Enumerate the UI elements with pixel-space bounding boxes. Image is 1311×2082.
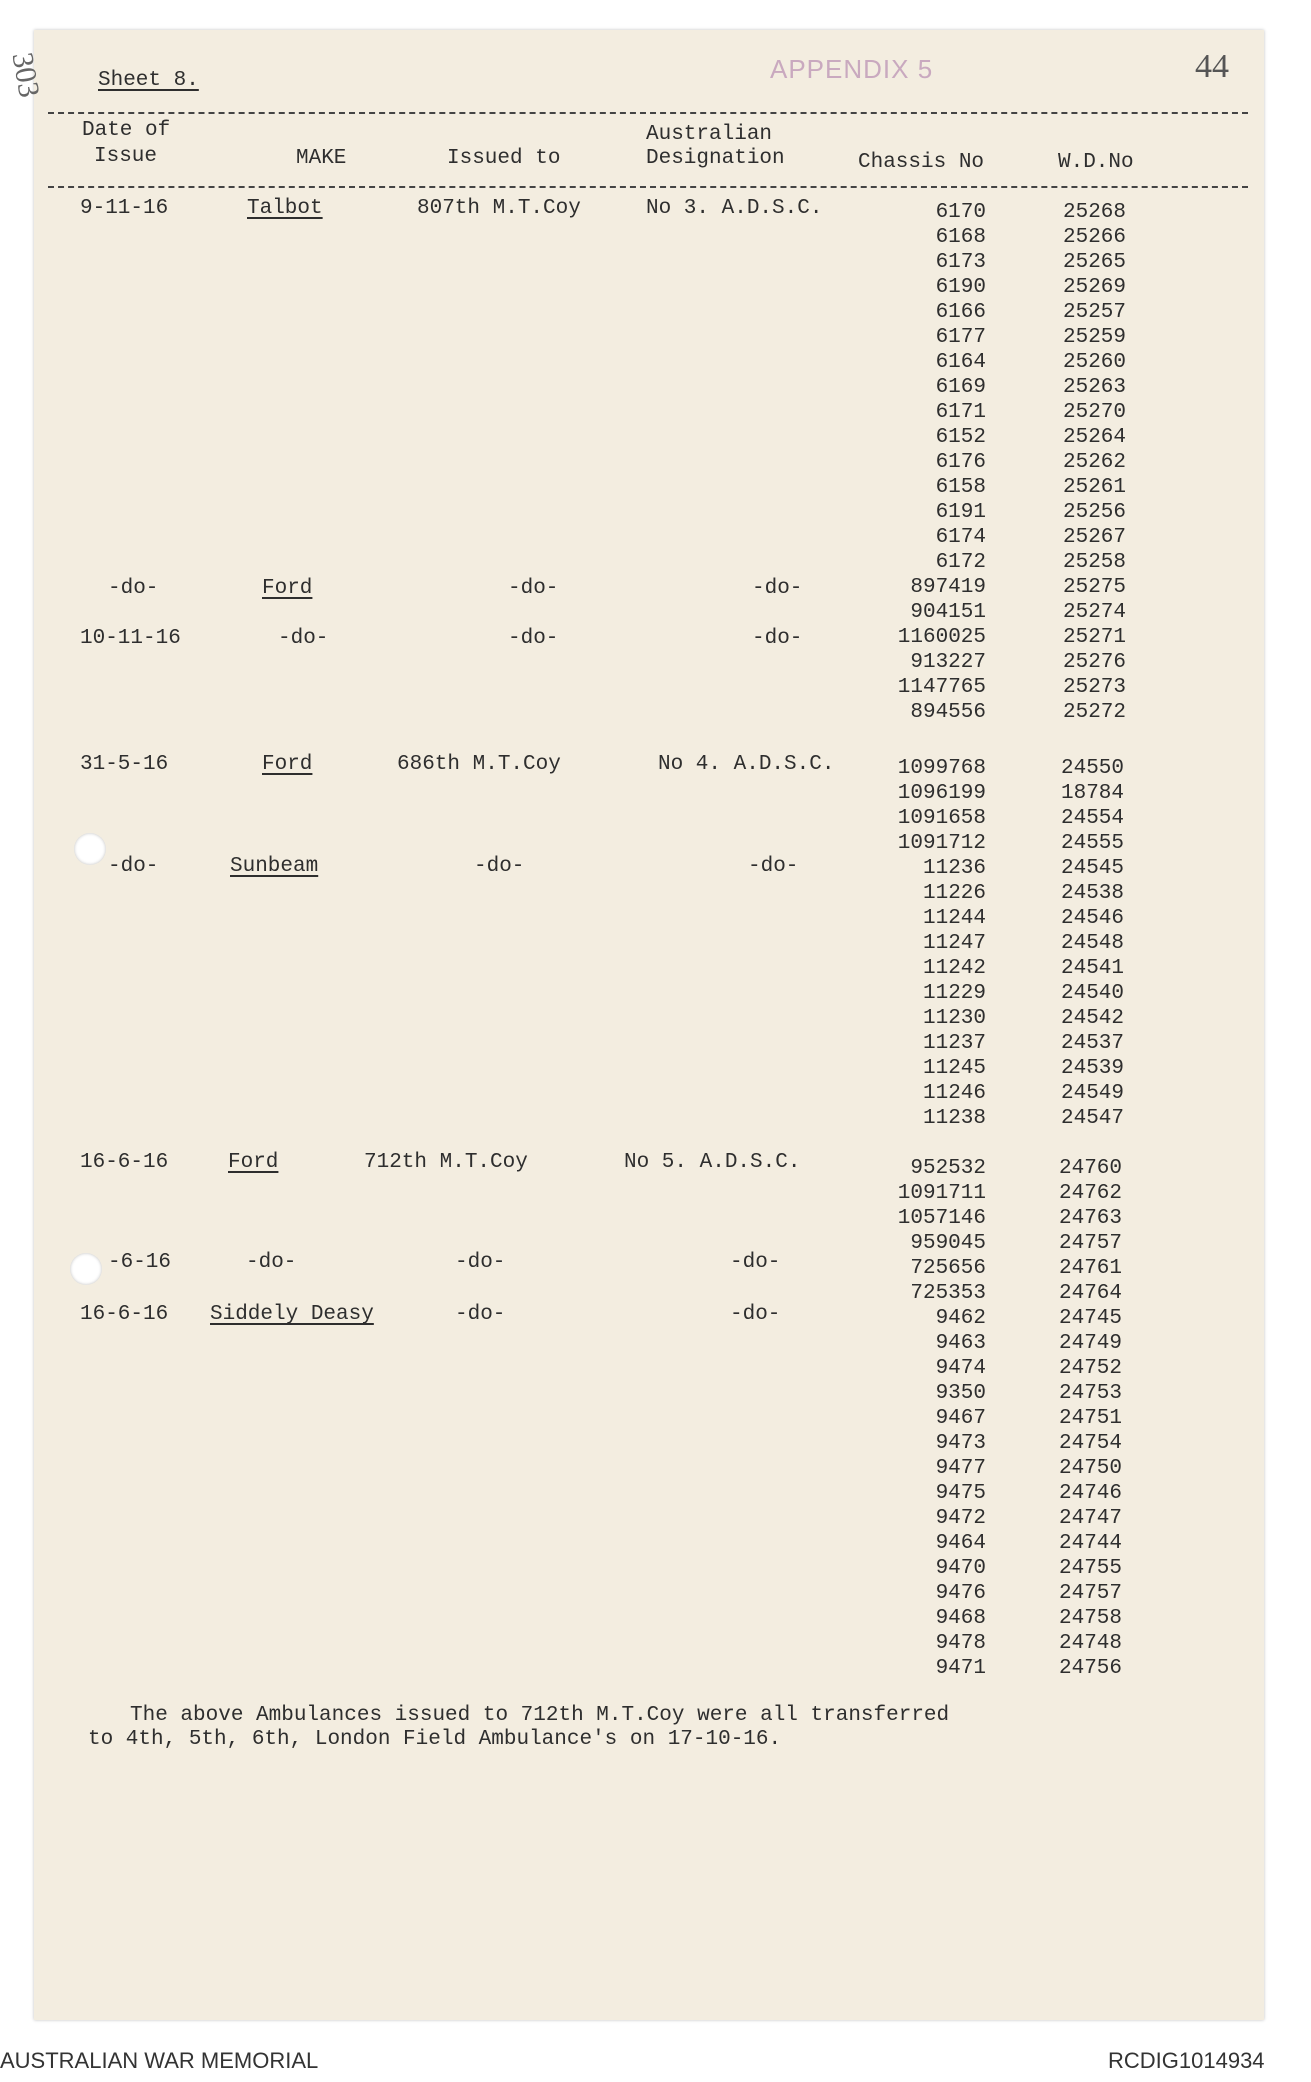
chassis-number: 9462 [935,1307,986,1330]
wd-number: 25262 [1062,451,1126,474]
group5-date: -do- [108,855,159,878]
wd-number: 25275 [1062,576,1126,599]
punch-hole-lower [70,1253,102,1285]
chassis-number: 11244 [922,907,986,930]
wd-number: 25273 [1062,676,1126,699]
group6-designation: No 5. A.D.S.C. [624,1151,801,1174]
group3-issued-to: -do- [508,627,559,650]
group6-issued-to: 712th M.T.Coy [364,1151,528,1174]
wd-number: 25259 [1062,326,1126,349]
block2-wd-column [1034,756,1124,1131]
transfer-note-line2: to 4th, 5th, 6th, London Field Ambulance's on 17-10-16. [88,1728,782,1751]
wd-number: 24545 [1060,857,1124,880]
block1-wd-column [1036,200,1126,725]
group4-designation: No 4. A.D.S.C. [658,753,835,776]
block1-chassis-column [840,200,986,725]
header-issued-to: Issued to [447,147,561,170]
wd-number: 24542 [1060,1007,1124,1030]
group1-date: 9-11-16 [80,197,169,220]
wd-number: 25271 [1062,626,1126,649]
wd-number: 24761 [1058,1257,1122,1280]
chassis-number: 6169 [935,376,986,399]
chassis-number: 9470 [935,1557,986,1580]
chassis-number: 11237 [922,1032,986,1055]
group5-make: Sunbeam [230,855,319,878]
wd-number: 25274 [1062,601,1126,624]
group6-make: Ford [228,1151,279,1174]
chassis-number: 1091712 [897,832,986,855]
wd-number: 24546 [1060,907,1124,930]
wd-number: 24752 [1058,1357,1122,1380]
chassis-number: 11242 [922,957,986,980]
sheet-label: Sheet 8. [98,69,199,92]
wd-number: 25276 [1062,651,1126,674]
group7-designation: -do- [730,1251,781,1274]
group6-date: 16-6-16 [80,1151,169,1174]
block3-chassis-column [840,1156,986,1681]
wd-number: 24757 [1058,1232,1122,1255]
header-date-line2: Issue [94,145,158,168]
margin-folio-number: 303 [5,50,46,101]
wd-number: 24758 [1058,1607,1122,1630]
chassis-number: 894556 [910,701,986,724]
wd-number: 24548 [1060,932,1124,955]
chassis-number: 6172 [935,551,986,574]
chassis-number: 9464 [935,1532,986,1555]
chassis-number: 6168 [935,226,986,249]
chassis-number: 6170 [935,201,986,224]
group4-issued-to: 686th M.T.Coy [397,753,561,776]
wd-number: 25256 [1062,501,1126,524]
chassis-number: 11230 [922,1007,986,1030]
group2-date: -do- [108,577,159,600]
chassis-number: 725353 [910,1282,986,1305]
group4-make: Ford [262,753,313,776]
wd-number: 24554 [1060,807,1124,830]
chassis-number: 9467 [935,1407,986,1430]
wd-number: 24745 [1058,1307,1122,1330]
chassis-number: 6158 [935,476,986,499]
header-designation-line1: Australian [646,123,773,146]
wd-number: 25265 [1062,251,1126,274]
wd-number: 24755 [1058,1557,1122,1580]
group5-issued-to: -do- [474,855,525,878]
wd-number: 25261 [1062,476,1126,499]
chassis-number: 9472 [935,1507,986,1530]
group8-date: 16-6-16 [80,1303,169,1326]
wd-number: 24537 [1060,1032,1124,1055]
header-make: MAKE [296,147,347,170]
group5-designation: -do- [748,855,799,878]
chassis-number: 904151 [910,601,986,624]
wd-number: 24749 [1058,1332,1122,1355]
group7-issued-to: -do- [455,1251,506,1274]
footer-source: AUSTRALIAN WAR MEMORIAL [0,2048,319,2073]
group7-date: -6-16 [108,1251,172,1274]
wd-number: 25264 [1062,426,1126,449]
chassis-number: 1099768 [897,757,986,780]
chassis-number: 6174 [935,526,986,549]
wd-number: 25258 [1062,551,1126,574]
block2-chassis-column [840,756,986,1131]
transfer-note-line1: The above Ambulances issued to 712th M.T.Coy were all transferred [130,1704,950,1727]
group8-issued-to: -do- [455,1303,506,1326]
wd-number: 24757 [1058,1582,1122,1605]
wd-number: 24753 [1058,1382,1122,1405]
wd-number: 25266 [1062,226,1126,249]
group1-issued-to: 807th M.T.Coy [417,197,581,220]
group3-designation: -do- [752,627,803,650]
header-rule-top [48,112,1248,114]
wd-number: 24762 [1058,1182,1122,1205]
chassis-number: 6166 [935,301,986,324]
chassis-number: 959045 [910,1232,986,1255]
footer-record-id: RCDIG1014934 [1108,2048,1265,2073]
header-date-line1: Date of [82,119,171,142]
wd-number: 24550 [1060,757,1124,780]
wd-number: 24549 [1060,1082,1124,1105]
chassis-number: 1057146 [897,1207,986,1230]
chassis-number: 9473 [935,1432,986,1455]
chassis-number: 11245 [922,1057,986,1080]
page-number: 44 [1195,48,1229,85]
wd-number: 24540 [1060,982,1124,1005]
wd-number: 24756 [1058,1657,1122,1680]
group2-make: Ford [262,577,313,600]
chassis-number: 1091658 [897,807,986,830]
wd-number: 24760 [1058,1157,1122,1180]
chassis-number: 6171 [935,401,986,424]
wd-number: 24746 [1058,1482,1122,1505]
chassis-number: 11236 [922,857,986,880]
wd-number: 24744 [1058,1532,1122,1555]
chassis-number: 1096199 [897,782,986,805]
chassis-number: 9477 [935,1457,986,1480]
chassis-number: 9478 [935,1632,986,1655]
chassis-number: 725656 [910,1257,986,1280]
wd-number: 24547 [1060,1107,1124,1130]
wd-number: 24763 [1058,1207,1122,1230]
chassis-number: 6176 [935,451,986,474]
chassis-number: 1147765 [897,676,986,699]
chassis-number: 9474 [935,1357,986,1380]
wd-number: 24750 [1058,1457,1122,1480]
chassis-number: 6190 [935,276,986,299]
wd-number: 25270 [1062,401,1126,424]
wd-number: 25269 [1062,276,1126,299]
punch-hole-upper [74,833,106,865]
group2-issued-to: -do- [508,577,559,600]
transfer-note [88,1704,949,1752]
chassis-number: 11246 [922,1082,986,1105]
header-chassis: Chassis No [858,151,985,174]
wd-number: 24541 [1060,957,1124,980]
chassis-number: 9463 [935,1332,986,1355]
chassis-number: 11247 [922,932,986,955]
wd-number: 24748 [1058,1632,1122,1655]
group8-designation: -do- [730,1303,781,1326]
chassis-number: 1091711 [897,1182,986,1205]
header-rule-bottom [48,186,1248,188]
group3-make: -do- [278,627,329,650]
chassis-number: 9468 [935,1607,986,1630]
block3-wd-column [1032,1156,1122,1681]
wd-number: 25267 [1062,526,1126,549]
header-wd: W.D.No [1058,151,1134,174]
header-designation-line2: Designation [646,147,785,170]
group7-make: -do- [246,1251,297,1274]
wd-number: 25272 [1062,701,1126,724]
group4-date: 31-5-16 [80,753,169,776]
chassis-number: 6173 [935,251,986,274]
wd-number: 25268 [1062,201,1126,224]
wd-number: 18784 [1060,782,1124,805]
group3-date: 10-11-16 [80,627,181,650]
chassis-number: 6164 [935,351,986,374]
chassis-number: 9475 [935,1482,986,1505]
chassis-number: 897419 [910,576,986,599]
chassis-number: 952532 [910,1157,986,1180]
wd-number: 24555 [1060,832,1124,855]
group2-designation: -do- [752,577,803,600]
wd-number: 24764 [1058,1282,1122,1305]
chassis-number: 6191 [935,501,986,524]
chassis-number: 1160025 [897,626,986,649]
group1-designation: No 3. A.D.S.C. [646,197,823,220]
chassis-number: 9350 [935,1382,986,1405]
wd-number: 24754 [1058,1432,1122,1455]
wd-number: 24539 [1060,1057,1124,1080]
chassis-number: 9476 [935,1582,986,1605]
chassis-number: 913227 [910,651,986,674]
wd-number: 24747 [1058,1507,1122,1530]
chassis-number: 6152 [935,426,986,449]
wd-number: 25263 [1062,376,1126,399]
chassis-number: 11238 [922,1107,986,1130]
chassis-number: 9471 [935,1657,986,1680]
wd-number: 25260 [1062,351,1126,374]
wd-number: 25257 [1062,301,1126,324]
group1-make: Talbot [247,197,323,220]
wd-number: 24751 [1058,1407,1122,1430]
wd-number: 24538 [1060,882,1124,905]
chassis-number: 11226 [922,882,986,905]
appendix-stamp: APPENDIX 5 [770,54,934,84]
group8-make: Siddely Deasy [210,1303,374,1326]
chassis-number: 11229 [922,982,986,1005]
chassis-number: 6177 [935,326,986,349]
